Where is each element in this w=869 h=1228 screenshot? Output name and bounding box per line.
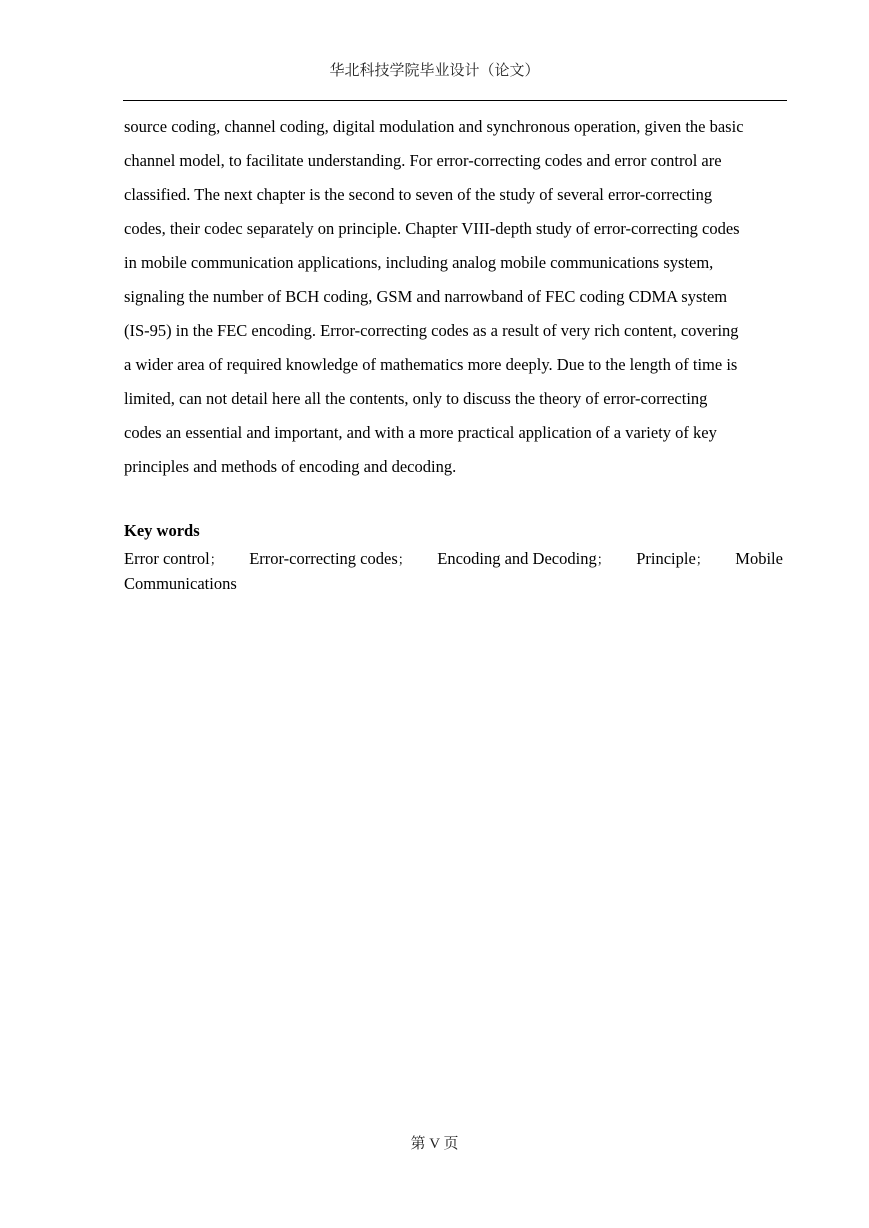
abstract-line: in mobile communication applications, including analog mobile communications system, [124,253,714,272]
abstract-line: channel model, to facilitate understanding. For error-correcting codes and error control are [124,151,722,170]
abstract-line: source coding, channel coding, digital modulation and synchronous operation, given the basic [124,117,744,136]
keyword-item: Error-correcting codes [249,549,398,568]
keywords-list [124,547,783,595]
keyword-separator: ； [209,553,223,568]
keyword-item: Communications [124,574,237,593]
keywords-line [124,547,783,572]
keyword-separator: ； [695,553,709,568]
abstract-body [124,110,787,484]
abstract-line: classified. The next chapter is the second to seven of the study of several error-correcting [124,185,713,204]
keyword-item: Mobile [735,549,783,568]
page-number: 第 V 页 [410,1136,459,1152]
page-footer [0,1134,869,1154]
abstract-line: signaling the number of BCH coding, GSM and narrowband of FEC coding CDMA system [124,287,728,306]
page-header [0,61,869,81]
abstract-line: (IS-95) in the FEC encoding. Error-correcting codes as a result of very rich content, covering [124,321,739,340]
keyword-item: Encoding and Decoding [437,549,597,568]
thesis-header-title: 华北科技学院毕业设计（论文） [329,63,540,79]
keywords-heading: Key words [124,521,200,540]
abstract-line: codes, their codec separately on principle. Chapter VIII-depth study of error-correcting codes [124,219,740,238]
abstract-line: principles and methods of encoding and decoding. [124,457,457,476]
abstract-line: codes an essential and important, and with a more practical application of a variety of key [124,423,717,442]
abstract-line: limited, can not detail here all the contents, only to discuss the theory of error-correcting [124,389,708,408]
abstract-line: a wider area of required knowledge of mathematics more deeply. Due to the length of time is [124,355,738,374]
header-divider [123,100,787,101]
keyword-separator: ； [397,553,411,568]
keyword-item: Principle [636,549,696,568]
keyword-item: Error control [124,549,210,568]
keyword-separator: ； [596,553,610,568]
